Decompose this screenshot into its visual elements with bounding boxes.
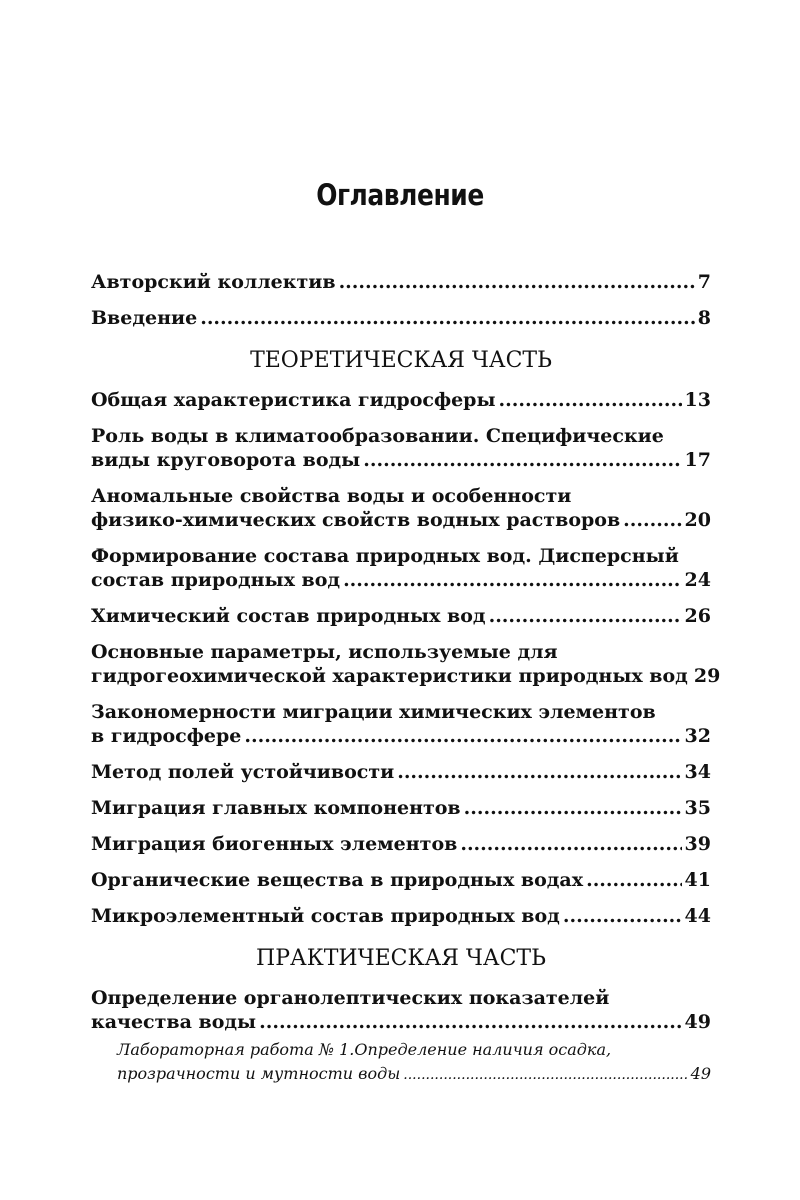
toc-entry[interactable] [91,868,711,892]
toc-entry[interactable] [91,544,711,592]
toc-page-number: 13 [684,389,711,411]
toc-entry-title: Химический состав природных вод [91,605,486,627]
toc-page-number: 34 [684,761,711,783]
dot-leader [489,604,682,628]
toc-page-number: 44 [684,905,711,927]
table-of-contents [91,270,721,1087]
toc-entry[interactable] [91,986,711,1034]
toc-entry[interactable] [91,388,711,412]
toc-entry-title: в гидросфере [91,725,242,747]
dot-leader [244,724,681,748]
toc-page-number: 20 [684,509,711,531]
dot-leader [499,388,682,412]
toc-entry-title-line1: Формирование состава природных вод. Дисперсный [91,545,679,567]
toc-entry[interactable] [91,904,711,928]
toc-entry[interactable] [91,604,711,628]
dot-leader [259,1010,681,1034]
dot-leader [397,760,681,784]
toc-page-number: 35 [684,797,711,819]
toc-entry-title: Миграция главных компонентов [91,797,461,819]
toc-page-number: 49 [690,1064,711,1083]
dot-leader [339,270,695,294]
toc-entry-title: физико-химических свойств водных растворов [91,509,621,531]
toc-entry-title-line1: Определение органолептических показателей [91,987,610,1009]
toc-entry[interactable] [91,832,711,856]
toc-subentry-title-line1: Лабораторная работа № 1.Определение наличия осадка, [117,1040,612,1059]
toc-entry-authors[interactable] [91,270,711,294]
dot-leader [623,508,681,532]
toc-entry-title: состав природных вод [91,569,341,591]
dot-leader [586,868,681,892]
toc-entry[interactable] [91,760,711,784]
toc-entry-title-line1: Аномальные свойства воды и особенности [91,485,572,507]
dot-leader [464,796,682,820]
toc-entry[interactable] [91,484,711,532]
toc-entry-title: Микроэлементный состав природных вод [91,905,560,927]
toc-entry-title-line1: Основные параметры, используемые для [91,641,558,663]
toc-entry-title: Общая характеристика гидросферы [91,389,496,411]
toc-entry-title: Метод полей устойчивости [91,761,395,783]
toc-entry-title: виды круговорота воды [91,449,361,471]
toc-page-number: 26 [684,605,711,627]
toc-entry[interactable] [91,700,711,748]
toc-page-number: 24 [684,569,711,591]
page-title: Оглавление [316,178,484,212]
toc-page-number: 32 [684,725,711,747]
toc-page-number: 49 [684,1011,711,1033]
section-heading-practice: ПРАКТИЧЕСКАЯ ЧАСТЬ [256,946,546,971]
section-heading-theory: ТЕОРЕТИЧЕСКАЯ ЧАСТЬ [250,348,552,373]
toc-page-number: 17 [684,449,711,471]
toc-page-number: 7 [697,271,711,293]
toc-subentry[interactable] [91,1038,711,1087]
dot-leader [403,1063,687,1087]
toc-entry-title: Авторский коллектив [91,271,336,293]
toc-page-number: 8 [697,307,711,329]
dot-leader [200,306,695,330]
toc-page-number: 41 [684,869,711,891]
toc-entry[interactable] [91,796,711,820]
dot-leader [563,904,682,928]
toc-entry-title-line1: Роль воды в климатообразовании. Специфические [91,425,664,447]
toc-subentry-title: прозрачности и мутности воды [117,1064,401,1083]
dot-leader [460,832,681,856]
toc-page-number: 39 [684,833,711,855]
toc-entry[interactable] [91,640,721,688]
toc-entry-introduction[interactable] [91,306,711,330]
toc-entry-title: Органические вещества в природных водах [91,869,584,891]
toc-entry-title: качества воды [91,1011,257,1033]
dot-leader [343,568,681,592]
toc-entry-title: гидрогеохимической характеристики природных вод [91,665,688,687]
dot-leader [363,448,681,472]
toc-entry-title: Миграция биогенных элементов [91,833,458,855]
toc-page-number: 29 [693,665,721,687]
toc-entry-title-line1: Закономерности миграции химических элементов [91,701,656,723]
toc-entry-title: Введение [91,307,198,329]
toc-entry[interactable] [91,424,711,472]
